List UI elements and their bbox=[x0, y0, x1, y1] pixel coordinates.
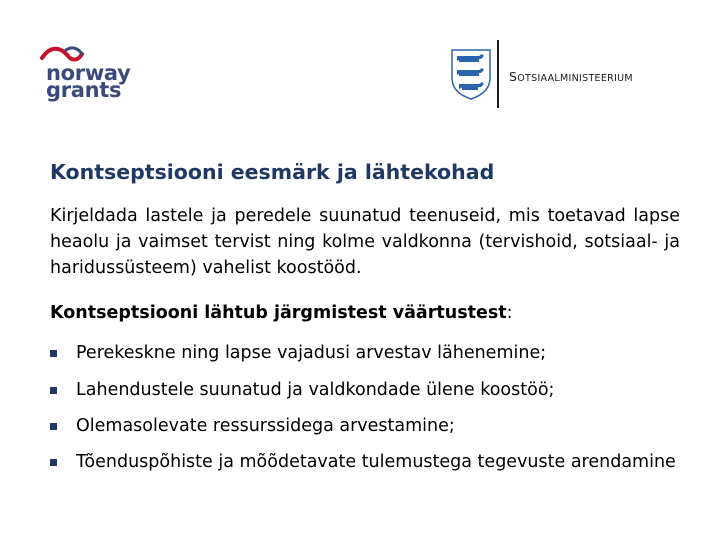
bullet-square-icon bbox=[50, 387, 57, 394]
list-item bbox=[50, 413, 680, 439]
bullet-square-icon bbox=[50, 423, 57, 430]
norway-grants-line2: grants bbox=[46, 78, 122, 102]
list-item bbox=[50, 449, 680, 475]
ministry-logo bbox=[445, 40, 685, 112]
values-heading bbox=[50, 300, 513, 326]
list-item bbox=[50, 377, 680, 403]
list-item-text: Lahendustele suunatud ja valdkondade ülene koostöö; bbox=[76, 380, 555, 400]
bullet-square-icon bbox=[50, 459, 57, 466]
coat-of-arms-icon bbox=[450, 48, 492, 100]
list-item-text: Olemasolevate ressurssidega arvestamine; bbox=[76, 416, 455, 436]
list-item-text: Perekeskne ning lapse vajadusi arvestav lähenemine; bbox=[76, 343, 547, 363]
values-heading-text: Kontseptsiooni lähtub järgmistest väärtustest bbox=[50, 303, 507, 323]
ministry-name-rest: OTSIAALMINISTEERIUM bbox=[517, 73, 633, 84]
slide-title: Kontseptsiooni eesmärk ja lähtekohad bbox=[50, 160, 495, 184]
norway-grants-logo bbox=[38, 44, 131, 104]
ministry-name-initial: S bbox=[509, 69, 518, 84]
intro-paragraph: Kirjeldada lastele ja peredele suunatud teenuseid, mis toetavad lapse heaolu ja vaimset tervist ning kolme valdkonna (tervishoid, sotsiaal- ja haridussüsteem) vahelist koostööd. bbox=[50, 206, 680, 278]
bullet-square-icon bbox=[50, 350, 57, 357]
list-item bbox=[50, 340, 680, 366]
norway-grants-line1: norway bbox=[46, 61, 131, 85]
ministry-name bbox=[509, 69, 633, 84]
values-heading-colon: : bbox=[506, 303, 513, 323]
list-item-text: Tõenduspõhiste ja mõõdetavate tulemustega tegevuste arendamine bbox=[76, 452, 676, 472]
logo-divider bbox=[497, 40, 499, 108]
